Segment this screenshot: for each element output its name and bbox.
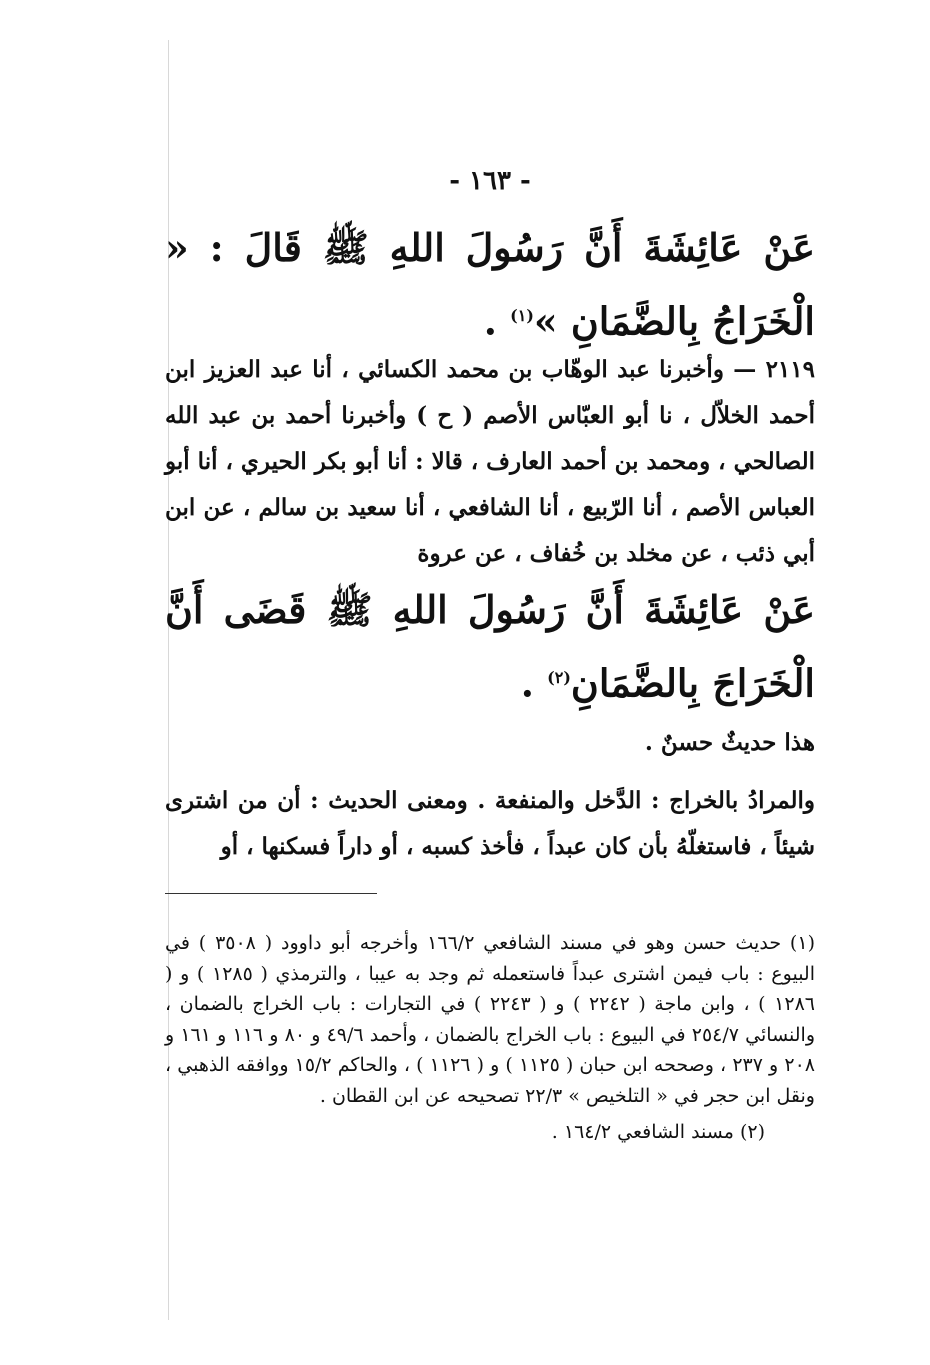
hadith-1-matn: عَنْ عَائِشَةَ أَنَّ رَسُولَ اللهِ ﷺ قَالَ : « الْخَرَاجُ بِالضَّمَانِ » (165, 225, 815, 344)
footnote-1: (١) حديث حسن وهو في مسند الشافعي ١٦٦/٢ وأخرجه أبو داوود ( ٣٥٠٨ ) في البيوع : باب فيمن اشترى عبداً فاستعمله ثم وجد به عيبا ، والترمذي ( ١٢٨٥ ) و ( ١٢٨٦ ) ، وابن ماجة ( ٢٢٤٢ ) و ( ٢٢٤٣ ) في التجارات : باب الخراج بالضمان ، والنسائي ٢٥٤/٧ في البيوع : باب الخراج بالضمان ، وأحمد ٤٩/٦ و ٨٠ و ١١٦ و ١٦١ و ٢٠٨ و ٢٣٧ ، وصححه ابن حبان ( ١١٢٥ ) و ( ١١٢٦ ) ، والحاكم ١٥/٢ ووافقه الذهبي ، ونقل ابن حجر في « التلخيص » ٢٢/٣ تصحيحه عن ابن القطان . (165, 932, 816, 1107)
hadith-number: ٢١١٩ (765, 356, 815, 383)
isnad-text: — وأخبرنا عبد الوهّاب بن محمد الكسائي ، أنا عبد العزيز ابن أحمد الخلاّل ، نا أبو العبّاس الأصم ( ح ) وأخبرنا أحمد بن عبد الله الصالحي ، ومحمد بن أحمد العارف ، قالا : أنا أبو بكر الحيري ، أنا أبو العباس الأصم ، أنا الرّبيع ، أنا الشافعي ، أنا سعيد بن سالم ، عن ابن أبي ذئب ، عن مخلد بن خُفاف ، عن عروة (165, 356, 815, 567)
book-page (165, 0, 815, 1365)
hadith-2-isnad (165, 347, 815, 577)
hadith-1-end: . (483, 298, 497, 344)
page-number: - ١٦٣ - (449, 166, 531, 196)
footnotes (165, 928, 815, 1148)
hadith-grading: هذا حديثٌ حسنٌ . (644, 729, 815, 756)
hadith-2 (165, 576, 815, 718)
hadith-2-matn: عَنْ عَائِشَةَ أَنَّ رَسُولَ اللهِ ﷺ قَضَى أَنَّ الْخَرَاجَ بِالضَّمَانِ (165, 587, 815, 706)
hadith-2-end: . (520, 660, 534, 706)
footnote-2: (٢) مسند الشافعي ١٦٤/٢ . (551, 1121, 765, 1143)
footnote-ref-1: (١) (510, 306, 534, 325)
hadith-1 (165, 214, 815, 356)
footnote-divider (165, 893, 377, 894)
explanation-paragraph: والمرادُ بالخراج : الدَّخل والمنفعة . ومعنى الحديث : أن من اشترى شيئاً ، فاستغلّهُ بأن كان عبداً ، فأخذ كسبه ، أو داراً فسكنها ، أو (165, 787, 815, 860)
footnote-ref-2: (٢) (547, 668, 571, 687)
